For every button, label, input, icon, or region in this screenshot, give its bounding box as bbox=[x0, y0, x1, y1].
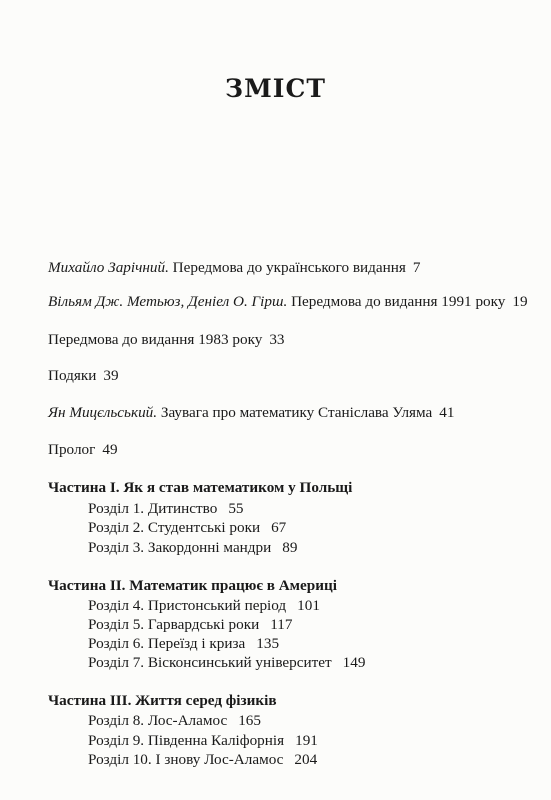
chapter-page: 55 bbox=[228, 500, 244, 517]
page-title: ЗМІСТ bbox=[225, 74, 326, 103]
chapter-page: 117 bbox=[270, 616, 293, 633]
chapter-entry bbox=[88, 519, 286, 537]
chapter-page: 67 bbox=[271, 519, 287, 536]
entry-title: Пролог bbox=[48, 441, 96, 458]
chapter-entry bbox=[88, 712, 261, 730]
entry-title: Передмова до українського видання bbox=[168, 259, 406, 276]
chapter-entry bbox=[88, 732, 318, 750]
chapter-entry bbox=[88, 539, 297, 557]
entry-page: 41 bbox=[439, 404, 455, 421]
entry-title: Подяки bbox=[48, 367, 97, 384]
toc-entry-preface-ukrainian bbox=[48, 259, 420, 277]
chapter-title: Розділ 6. Переїзд і криза bbox=[88, 635, 246, 652]
part-heading-2: Частина ІІ. Математик працює в Америці bbox=[48, 577, 337, 594]
chapter-title: Розділ 5. Гарвардські роки bbox=[88, 616, 260, 633]
chapter-page: 204 bbox=[294, 751, 318, 768]
chapter-page: 101 bbox=[297, 597, 320, 614]
chapter-entry bbox=[88, 616, 292, 634]
chapter-page: 89 bbox=[282, 539, 298, 556]
chapter-entry bbox=[88, 654, 365, 672]
entry-page: 7 bbox=[412, 259, 421, 276]
chapter-entry bbox=[88, 635, 279, 653]
toc-entry-acknowledgements bbox=[48, 367, 119, 385]
entry-page: 33 bbox=[269, 331, 285, 348]
entry-page: 39 bbox=[103, 367, 119, 384]
toc-entry-preface-1991 bbox=[48, 293, 528, 311]
toc-entry-preface-1983 bbox=[48, 331, 285, 349]
chapter-title: Розділ 1. Дитинство bbox=[88, 500, 218, 517]
entry-title: Передмова до видання 1983 року bbox=[48, 331, 263, 348]
chapter-title: Розділ 9. Південна Каліфорнія bbox=[88, 732, 285, 749]
entry-author: Михайло Зарічний. bbox=[48, 259, 169, 276]
chapter-title: Розділ 10. І знову Лос-Аламос bbox=[88, 751, 284, 768]
chapter-title: Розділ 7. Вісконсинський університет bbox=[88, 654, 332, 671]
entry-page: 49 bbox=[102, 441, 118, 458]
chapter-title: Розділ 2. Студентські роки bbox=[88, 519, 261, 536]
part-heading-1: Частина І. Як я став математиком у Польщі bbox=[48, 479, 353, 496]
chapter-page: 191 bbox=[295, 732, 318, 749]
chapter-entry bbox=[88, 751, 317, 769]
chapter-page: 165 bbox=[238, 712, 261, 729]
chapter-title: Розділ 3. Закордонні мандри bbox=[88, 539, 272, 556]
part-heading-3: Частина ІІІ. Життя серед фізиків bbox=[48, 692, 277, 709]
entry-title: Передмова до видання 1991 року bbox=[287, 293, 506, 310]
entry-title: Заувага про математику Станіслава Уляма bbox=[157, 404, 433, 421]
chapter-entry bbox=[88, 597, 320, 615]
chapter-title: Розділ 4. Пристонський період bbox=[88, 597, 287, 614]
entry-author: Вільям Дж. Метьюз, Деніел О. Гірш. bbox=[48, 293, 288, 310]
entry-author: Ян Мицєльський. bbox=[48, 404, 158, 421]
chapter-entry bbox=[88, 500, 244, 518]
chapter-page: 149 bbox=[342, 654, 366, 671]
chapter-page: 135 bbox=[256, 635, 280, 652]
chapter-title: Розділ 8. Лос-Аламос bbox=[88, 712, 228, 729]
toc-entry-math-note bbox=[48, 404, 454, 422]
entry-page: 19 bbox=[512, 293, 528, 310]
toc-entry-prologue bbox=[48, 441, 118, 459]
